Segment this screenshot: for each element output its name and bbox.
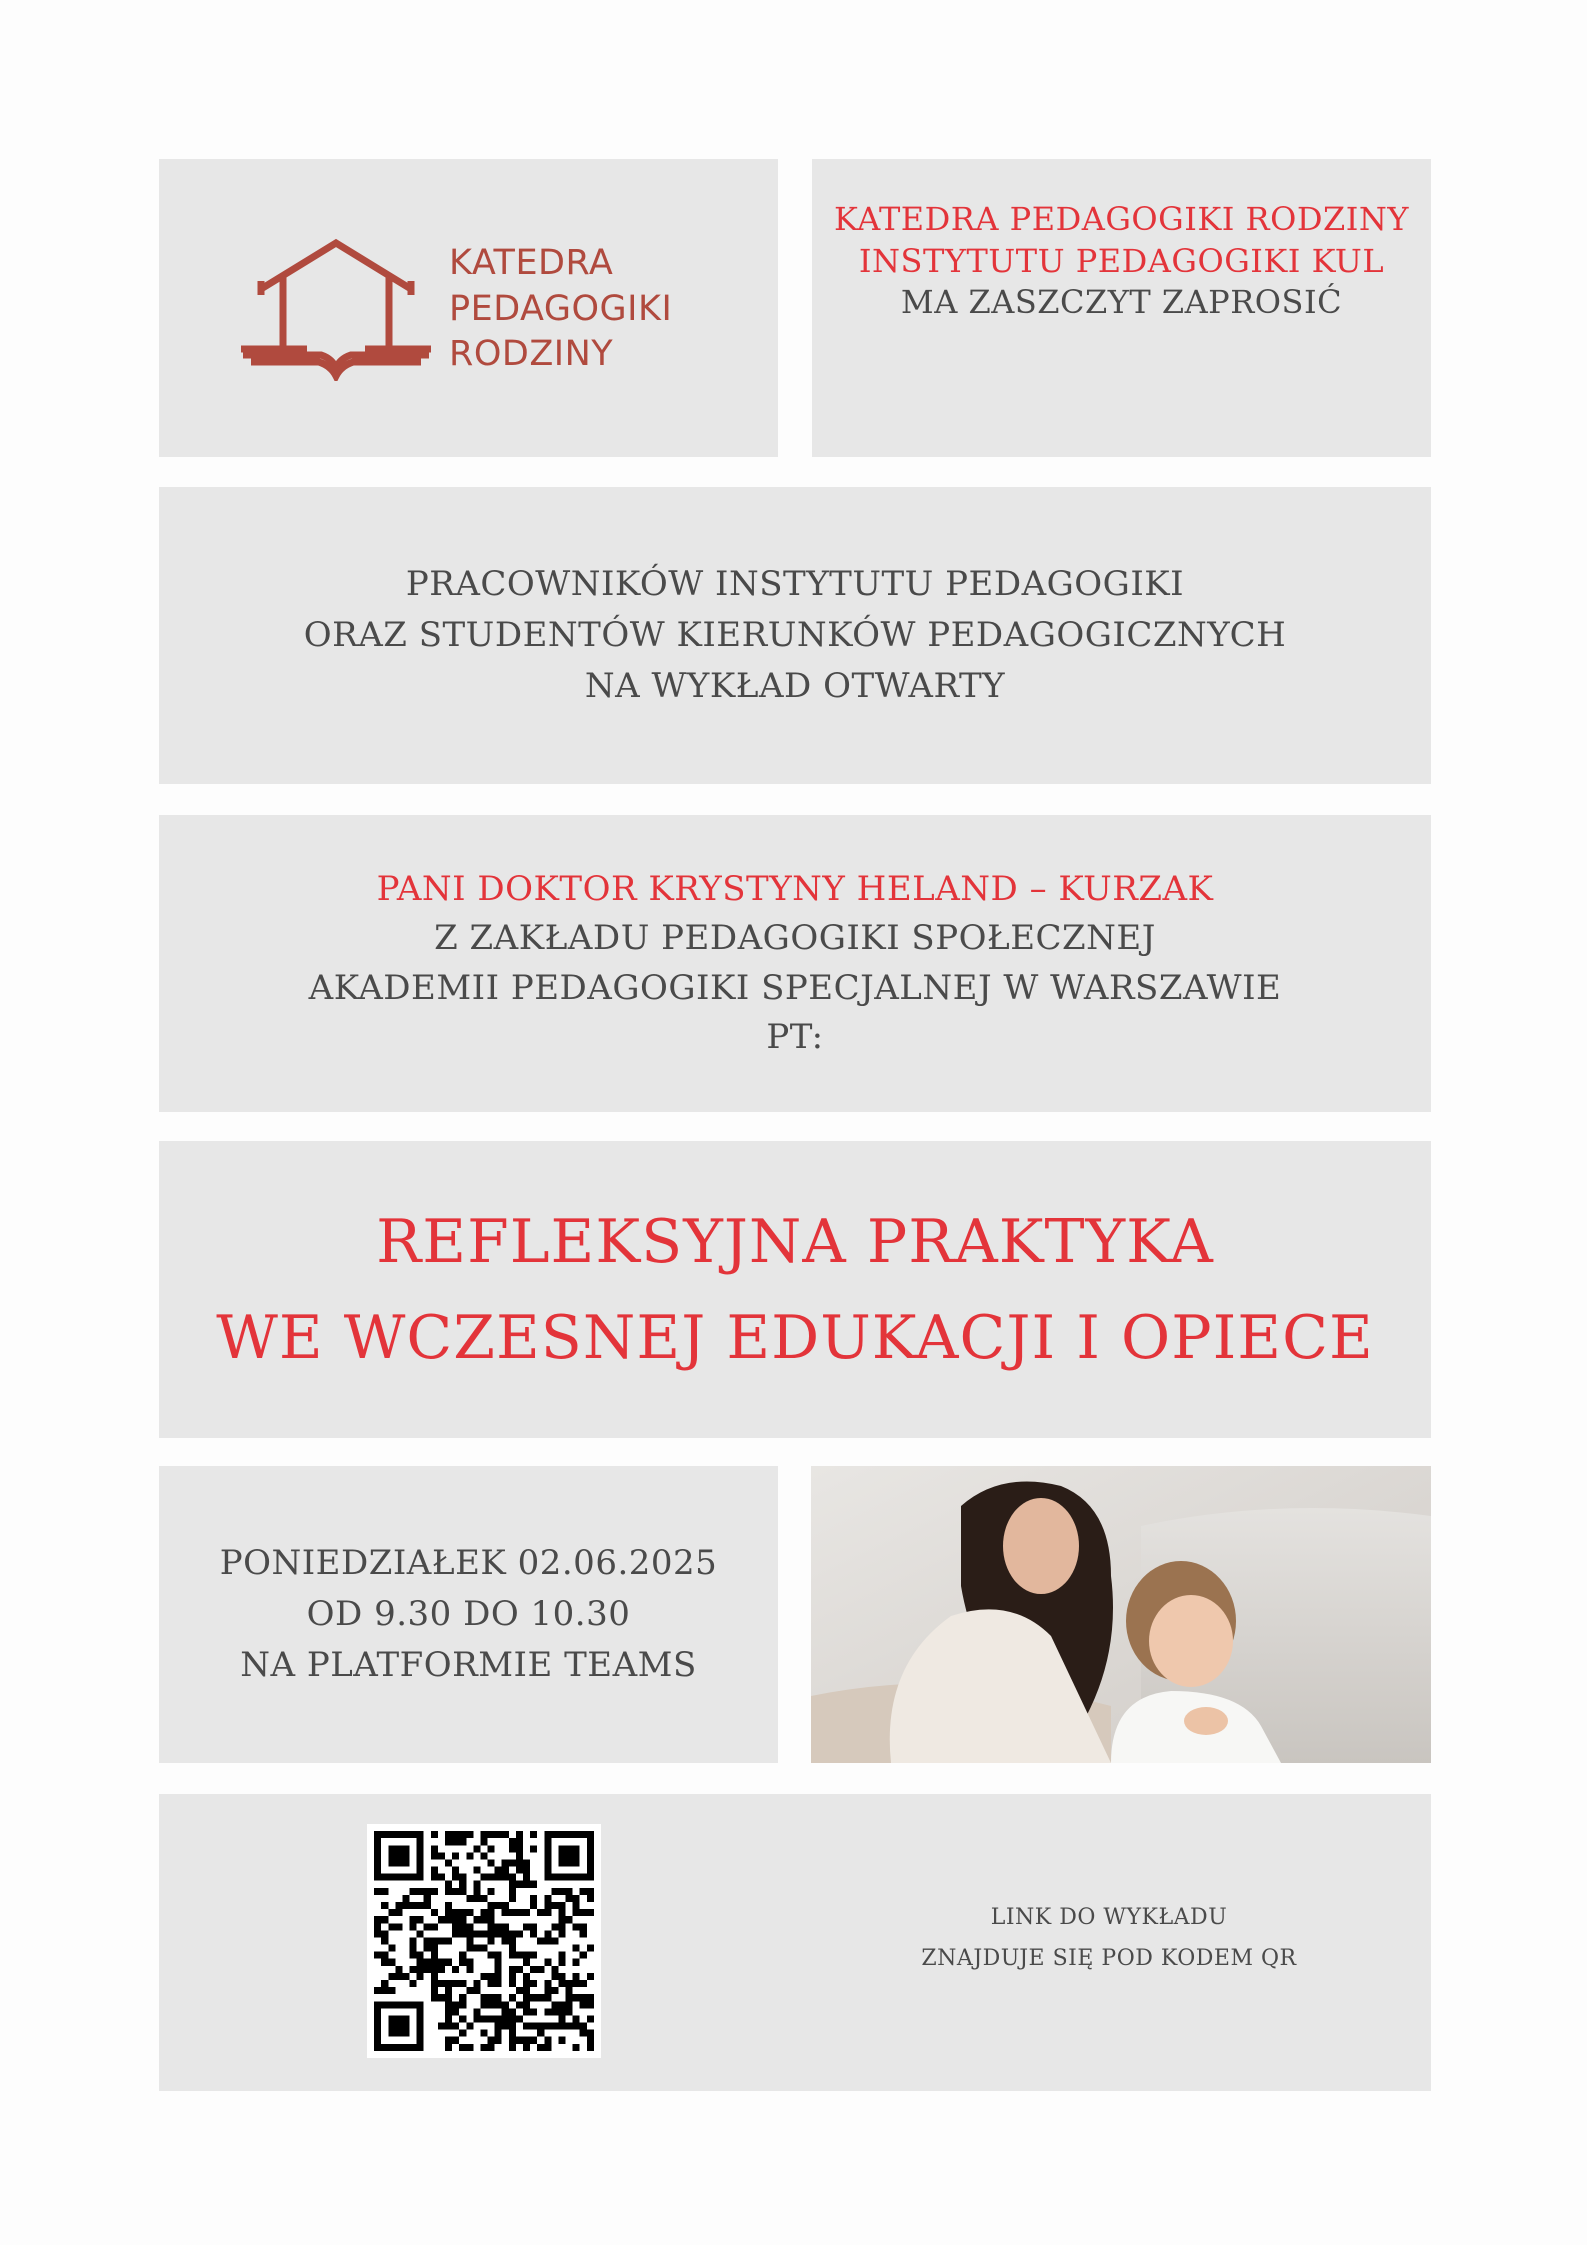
speaker-name: PANI DOKTOR KRYSTYNY HELAND – KURZAK bbox=[376, 868, 1214, 909]
audience-line: PRACOWNIKÓW INSTYTUTU PEDAGOGIKI bbox=[405, 564, 1185, 604]
mother-child-reading-photo bbox=[811, 1466, 1431, 1763]
speaker-affiliation: PT: bbox=[766, 1016, 824, 1057]
speaker-panel bbox=[159, 815, 1431, 1112]
event-date: PONIEDZIAŁEK 02.06.2025 bbox=[219, 1543, 718, 1583]
speaker-affiliation: AKADEMII PEDAGOGIKI SPECJALNEJ W WARSZAWIE bbox=[308, 967, 1282, 1008]
event-time: OD 9.30 DO 10.30 bbox=[306, 1594, 631, 1634]
audience-panel bbox=[159, 487, 1431, 784]
invite-phrase: MA ZASZCZYT ZAPROSIĆ bbox=[900, 283, 1343, 322]
lecture-title-line: REFLEKSYJNA PRAKTYKA bbox=[376, 1206, 1214, 1277]
logo-panel bbox=[159, 159, 778, 457]
organizer-line: KATEDRA PEDAGOGIKI RODZINY bbox=[833, 200, 1410, 238]
photo-illustration bbox=[811, 1466, 1431, 1763]
qr-code-icon[interactable] bbox=[367, 1824, 601, 2058]
organizer-line: INSTYTUTU PEDAGOGIKI KUL bbox=[858, 241, 1385, 280]
lecture-title-panel bbox=[159, 1141, 1431, 1438]
lecture-title-line: WE WCZESNEJ EDUKACJI I OPIECE bbox=[216, 1302, 1374, 1373]
logo-line: RODZINY bbox=[449, 334, 614, 374]
logo-wordmark bbox=[449, 241, 672, 378]
logo-line: PEDAGOGIKI bbox=[449, 288, 673, 329]
event-details-panel bbox=[159, 1466, 778, 1763]
qr-caption-line: ZNAJDUJE SIĘ POD KODEM QR bbox=[921, 1945, 1297, 1971]
qr-panel bbox=[159, 1794, 1431, 2091]
audience-line: NA WYKŁAD OTWARTY bbox=[584, 666, 1006, 706]
invitation-panel bbox=[812, 159, 1431, 457]
logo-line: KATEDRA bbox=[449, 243, 614, 283]
audience-line: ORAZ STUDENTÓW KIERUNKÓW PEDAGOGICZNYCH bbox=[303, 615, 1287, 655]
event-platform: NA PLATFORMIE TEAMS bbox=[240, 1645, 697, 1685]
qr-caption-line: LINK DO WYKŁADU bbox=[990, 1905, 1228, 1930]
house-book-icon bbox=[241, 231, 431, 381]
speaker-affiliation: Z ZAKŁADU PEDAGOGIKI SPOŁECZNEJ bbox=[434, 918, 1156, 959]
qr-caption bbox=[879, 1898, 1339, 1979]
